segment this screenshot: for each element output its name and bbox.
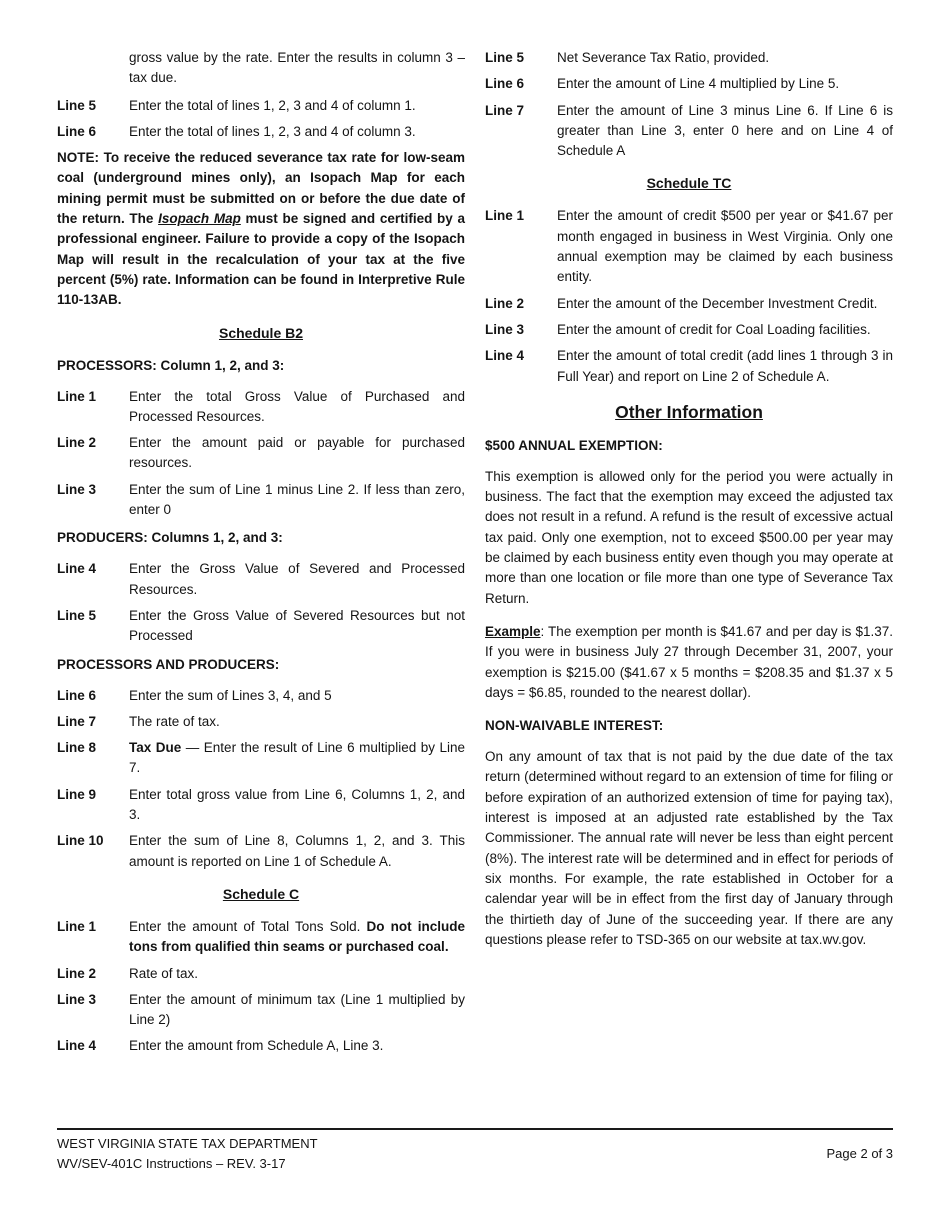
note-paragraph xyxy=(57,148,465,310)
line-text: Rate of tax. xyxy=(129,965,199,981)
example-text: : The exemption per month is $41.67 and per day is $1.37. If you were in business July 27 through December 31, 2007, your exemption is $215.00 ($41.67 x 5 months = $208.35 and $1.37 x 5 days = $6.85, rounded to the nearest dollar). xyxy=(485,623,893,700)
line-item xyxy=(485,206,893,287)
exemption-paragraph: This exemption is allowed only for the period you were actually in business. The fact that the exemption may exceed the adjusted tax does not result in a refund. A refund is the result of excessive actual tax paid. Only one exemption, not to exceed $500.00 per year may be claimed by each business entity even though you may operate at more than one location or file more than one type of Severance Tax Return. xyxy=(485,468,893,606)
example-paragraph xyxy=(485,622,893,703)
line-text: Enter the sum of Line 8, Columns 1, 2, and 3. This amount is reported on Line 1 of Schedule A. xyxy=(129,833,465,869)
line-item xyxy=(57,122,465,142)
line-label: Line 3 xyxy=(485,321,525,337)
line-label: Line 5 xyxy=(57,607,97,623)
continuation-paragraph: gross value by the rate. Enter the results in column 3 – tax due. xyxy=(129,50,465,86)
page-number: Page 2 of 3 xyxy=(826,1145,893,1161)
processors-heading: PROCESSORS: Column 1, 2, and 3: xyxy=(57,357,285,373)
line-label: Line 3 xyxy=(57,481,97,497)
line-text: Enter the amount of Line 3 minus Line 6. If Line 6 is greater than Line 3, enter 0 here and on Line 4 of Schedule A xyxy=(557,102,893,159)
line-label: Line 1 xyxy=(485,208,525,224)
line-item xyxy=(57,96,465,116)
line-item xyxy=(57,433,465,474)
two-column-layout xyxy=(57,48,893,1063)
line-item xyxy=(485,320,893,340)
line-label: Line 7 xyxy=(485,102,525,118)
other-information-heading: Other Information xyxy=(615,401,763,422)
line-text: Enter the amount of Line 4 multiplied by Line 5. xyxy=(557,76,840,92)
line-text xyxy=(129,917,465,958)
line-label: Line 6 xyxy=(57,123,97,139)
line-item xyxy=(57,559,465,600)
non-waivable-interest-heading: NON-WAIVABLE INTEREST: xyxy=(485,718,664,734)
footer-left xyxy=(57,1134,318,1173)
line-label: Line 2 xyxy=(57,435,97,451)
line-item xyxy=(57,738,465,779)
producers-heading: PRODUCERS: Columns 1, 2, and 3: xyxy=(57,530,283,546)
line-label: Line 1 xyxy=(57,388,97,404)
line-item xyxy=(57,1036,465,1056)
line-item xyxy=(485,48,893,68)
left-column xyxy=(57,48,465,1063)
line-text: Enter the sum of Line 1 minus Line 2. If less than zero, enter 0 xyxy=(129,481,465,518)
line-text: Enter the amount from Schedule A, Line 3. xyxy=(129,1038,384,1054)
right-column xyxy=(485,48,893,1063)
footer-doc-id: WV/SEV-401C Instructions – REV. 3-17 xyxy=(57,1155,286,1171)
line-item xyxy=(57,917,465,958)
line-text: Enter the amount of the December Investment Credit. xyxy=(557,295,878,311)
line-label: Line 5 xyxy=(57,97,97,113)
line-item xyxy=(57,686,465,706)
line-item xyxy=(57,712,465,732)
note-text-1: NOTE: To receive the reduced severance tax rate for low-seam coal (underground mines only), an Isopach Map for each mining permit must be submitted on or before the due date of the return. The xyxy=(57,150,465,227)
line-label: Line 6 xyxy=(57,687,97,703)
processors-producers-heading: PROCESSORS AND PRODUCERS: xyxy=(57,656,280,672)
line-item xyxy=(57,387,465,428)
line-label: Line 5 xyxy=(485,50,525,65)
line-text: Enter the total of lines 1, 2, 3 and 4 of column 3. xyxy=(129,123,416,139)
line-text: Enter the total of lines 1, 2, 3 and 4 of column 1. xyxy=(129,97,416,113)
line-label: Line 4 xyxy=(57,561,97,577)
line-item xyxy=(57,964,465,984)
line-text-rest: — Enter the result of Line 6 multiplied by Line 7. xyxy=(129,740,466,776)
line-item xyxy=(57,990,465,1031)
line-label: Line 9 xyxy=(57,786,97,802)
schedule-c-heading: Schedule C xyxy=(222,885,300,902)
line-label: Line 7 xyxy=(57,713,97,729)
line-label: Line 10 xyxy=(57,833,104,849)
page-footer xyxy=(57,1128,893,1173)
line-item xyxy=(57,606,465,647)
schedule-b2-heading: Schedule B2 xyxy=(218,324,304,341)
line-label: Line 1 xyxy=(57,918,97,934)
line-label: Line 2 xyxy=(57,965,97,981)
line-item xyxy=(485,101,893,162)
line-text xyxy=(129,738,465,779)
line-item xyxy=(485,294,893,314)
line-text-bold: Do not include tons from qualified thin seams or purchased coal. xyxy=(129,918,465,955)
example-label: Example xyxy=(485,623,541,639)
note-emphasis: Isopach Map xyxy=(158,211,241,227)
line-item xyxy=(57,785,465,826)
annual-exemption-heading: $500 ANNUAL EXEMPTION: xyxy=(485,437,663,453)
line-item xyxy=(57,831,465,872)
line-label: Line 2 xyxy=(485,295,525,311)
line-text: Enter total gross value from Line 6, Columns 1, 2, and 3. xyxy=(129,786,465,823)
line-label: Line 8 xyxy=(57,740,97,756)
line-text: Enter the amount of minimum tax (Line 1 multiplied by Line 2) xyxy=(129,991,465,1028)
line-label: Line 4 xyxy=(485,348,525,364)
line-label: Line 3 xyxy=(57,991,97,1007)
interest-paragraph: On any amount of tax that is not paid by the due date of the tax return (determined without regard to an extension of time for filing or before expiration of an authorized extension of time for paying tax), interest is imposed at an adjusted rate established by the Tax Commissioner. The annual rate will never be less than eight percent (8%). The interest rate will be determined and in effect for periods of six months. For example, the rate established in October for a calendar year will be in effect from the first day of January through the thirtieth day of June of the succeeding year. If there are any questions please refer to TSD-365 on our website at tax.wv.gov. xyxy=(485,749,893,947)
line-label: Line 6 xyxy=(485,76,525,92)
line-label: Line 4 xyxy=(57,1038,97,1054)
line-text-bold: Tax Due xyxy=(129,740,182,756)
line-text: Enter the Gross Value of Severed and Processed Resources. xyxy=(129,561,465,597)
line-text: Enter the amount paid or payable for purchased resources. xyxy=(129,435,465,471)
line-text: Enter the sum of Lines 3, 4, and 5 xyxy=(129,687,332,703)
line-text: Enter the amount of credit for Coal Loading facilities. xyxy=(557,321,871,337)
note-text-2: must be signed and certified by a professional engineer. Failure to provide a copy of the Isopach Map will result in the recalculation of your tax at the five percent (5%) rate. Information can be found in Interpretive Rule 110-13AB. xyxy=(57,211,465,308)
schedule-tc-heading: Schedule TC xyxy=(646,175,732,192)
line-text: Enter the amount of total credit (add lines 1 through 3 in Full Year) and report on Line 2 of Schedule A. xyxy=(557,348,893,384)
line-item xyxy=(485,74,893,94)
line-text-rest: Enter the amount of Total Tons Sold. xyxy=(129,918,367,934)
line-text: Enter the Gross Value of Severed Resources but not Processed xyxy=(129,607,465,644)
line-item xyxy=(485,346,893,387)
line-text: The rate of tax. xyxy=(129,713,220,729)
line-text: Net Severance Tax Ratio, provided. xyxy=(557,50,770,65)
line-text: Enter the total Gross Value of Purchased and Processed Resources. xyxy=(129,388,465,424)
footer-org: WEST VIRGINIA STATE TAX DEPARTMENT xyxy=(57,1136,318,1151)
line-item xyxy=(57,480,465,521)
line-text: Enter the amount of credit $500 per year or $41.67 per month engaged in business in West Virginia. Only one annual exemption may be claimed by each business entity. xyxy=(557,208,893,285)
